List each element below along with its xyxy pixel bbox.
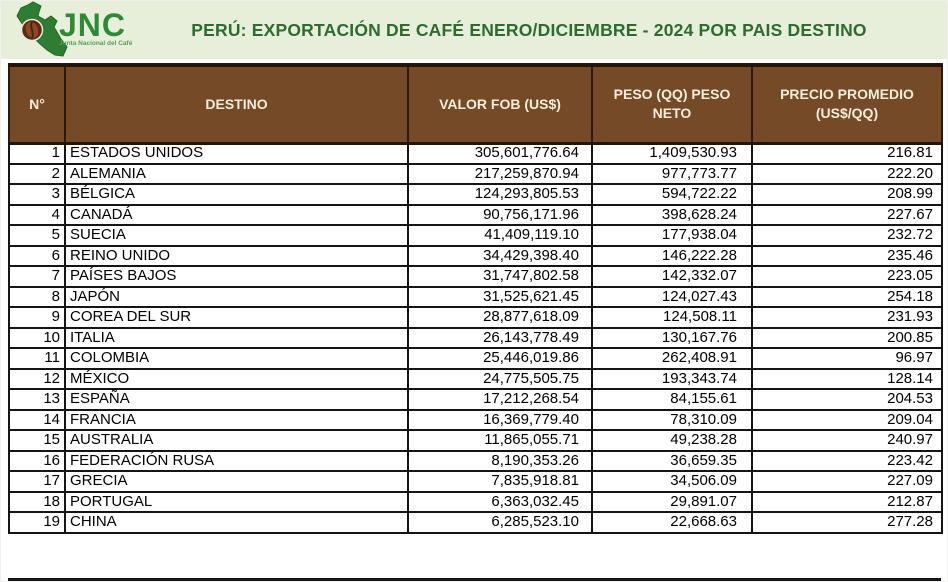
cell-peso-neto: 36,659.35 — [592, 451, 752, 472]
cell-destino: FRANCIA — [65, 410, 408, 431]
table-row — [9, 143, 942, 164]
cell-numero: 15 — [9, 430, 65, 451]
cell-peso-neto: 78,310.09 — [592, 410, 752, 431]
cell-peso-neto: 262,408.91 — [592, 348, 752, 369]
cell-peso-neto: 84,155.61 — [592, 389, 752, 410]
cell-peso-neto: 124,027.43 — [592, 287, 752, 308]
cell-numero: 17 — [9, 471, 65, 492]
cell-valor-fob: 217,259,870.94 — [408, 164, 592, 185]
cell-destino: CHINA — [65, 512, 408, 533]
page-title: PERÚ: EXPORTACIÓN DE CAFÉ ENERO/DICIEMBRE - 2024 POR PAIS DESTINO — [191, 19, 867, 40]
cell-peso-neto: 398,628.24 — [592, 205, 752, 226]
cell-numero: 18 — [9, 492, 65, 513]
cell-destino: PORTUGAL — [65, 492, 408, 513]
cell-peso-neto: 977,773.77 — [592, 164, 752, 185]
cell-numero: 11 — [9, 348, 65, 369]
cell-destino: PAÍSES BAJOS — [65, 266, 408, 287]
cell-precio-promedio: 254.18 — [752, 287, 942, 308]
table-row — [9, 205, 942, 226]
table-body — [9, 143, 942, 533]
cell-numero: 3 — [9, 184, 65, 205]
cell-peso-neto: 142,332.07 — [592, 266, 752, 287]
table-row — [9, 328, 942, 349]
cell-valor-fob: 7,835,918.81 — [408, 471, 592, 492]
export-table — [8, 63, 943, 534]
cell-precio-promedio: 96.97 — [752, 348, 942, 369]
header-precio-promedio: PRECIO PROMEDIO (US$/QQ) — [752, 65, 942, 143]
cell-precio-promedio: 204.53 — [752, 389, 942, 410]
cell-valor-fob: 26,143,778.49 — [408, 328, 592, 349]
jnc-logo — [1, 0, 171, 61]
cell-valor-fob: 8,190,353.26 — [408, 451, 592, 472]
cell-valor-fob: 6,363,032.45 — [408, 492, 592, 513]
table-row — [9, 307, 942, 328]
cell-peso-neto: 1,409,530.93 — [592, 143, 752, 164]
cell-destino: SUECIA — [65, 225, 408, 246]
cell-peso-neto: 34,506.09 — [592, 471, 752, 492]
table-row — [9, 389, 942, 410]
cell-precio-promedio: 212.87 — [752, 492, 942, 513]
cell-destino: JAPÓN — [65, 287, 408, 308]
cell-numero: 19 — [9, 512, 65, 533]
cell-numero: 5 — [9, 225, 65, 246]
cell-valor-fob: 17,212,268.54 — [408, 389, 592, 410]
cell-valor-fob: 31,525,621.45 — [408, 287, 592, 308]
cell-destino: AUSTRALIA — [65, 430, 408, 451]
cell-numero: 12 — [9, 369, 65, 390]
cell-destino: GRECIA — [65, 471, 408, 492]
cell-valor-fob: 34,429,398.40 — [408, 246, 592, 267]
cell-peso-neto: 146,222.28 — [592, 246, 752, 267]
cell-destino: REINO UNIDO — [65, 246, 408, 267]
cell-valor-fob: 28,877,618.09 — [408, 307, 592, 328]
table-row — [9, 164, 942, 185]
cell-destino: FEDERACIÓN RUSA — [65, 451, 408, 472]
table-row — [9, 348, 942, 369]
cell-destino: BÉLGICA — [65, 184, 408, 205]
logo-acronym: JNC — [59, 6, 127, 43]
cell-precio-promedio: 208.99 — [752, 184, 942, 205]
cell-destino: ALEMANIA — [65, 164, 408, 185]
cell-precio-promedio: 200.85 — [752, 328, 942, 349]
cell-precio-promedio: 231.93 — [752, 307, 942, 328]
cell-precio-promedio: 227.67 — [752, 205, 942, 226]
logo-mark — [11, 1, 132, 59]
cell-numero: 14 — [9, 410, 65, 431]
table-row — [9, 287, 942, 308]
table-row — [9, 430, 942, 451]
cell-precio-promedio: 223.42 — [752, 451, 942, 472]
header-destino: DESTINO — [65, 65, 408, 143]
table-row — [9, 451, 942, 472]
cell-valor-fob: 6,285,523.10 — [408, 512, 592, 533]
cell-precio-promedio: 277.28 — [752, 512, 942, 533]
cell-destino: MÉXICO — [65, 369, 408, 390]
cell-numero: 9 — [9, 307, 65, 328]
table-header — [9, 65, 942, 143]
cell-numero: 6 — [9, 246, 65, 267]
cell-peso-neto: 124,508.11 — [592, 307, 752, 328]
cell-valor-fob: 11,865,055.71 — [408, 430, 592, 451]
cell-valor-fob: 24,775,505.75 — [408, 369, 592, 390]
cell-destino: ESPAÑA — [65, 389, 408, 410]
table-row — [9, 369, 942, 390]
cell-valor-fob: 16,369,779.40 — [408, 410, 592, 431]
next-row-cutoff-border — [8, 578, 941, 581]
cell-numero: 7 — [9, 266, 65, 287]
table-row — [9, 492, 942, 513]
cell-numero: 2 — [9, 164, 65, 185]
logo-text — [59, 6, 133, 48]
cell-precio-promedio: 128.14 — [752, 369, 942, 390]
table-row — [9, 184, 942, 205]
cell-numero: 16 — [9, 451, 65, 472]
cell-valor-fob: 124,293,805.53 — [408, 184, 592, 205]
cell-valor-fob: 25,446,019.86 — [408, 348, 592, 369]
cell-precio-promedio: 223.05 — [752, 266, 942, 287]
cell-precio-promedio: 240.97 — [752, 430, 942, 451]
cell-numero: 10 — [9, 328, 65, 349]
table-container — [1, 62, 947, 534]
cell-valor-fob: 41,409,119.10 — [408, 225, 592, 246]
cell-destino: ITALIA — [65, 328, 408, 349]
title-band — [1, 1, 947, 62]
cell-destino: COREA DEL SUR — [65, 307, 408, 328]
table-row — [9, 266, 942, 287]
cell-peso-neto: 130,167.76 — [592, 328, 752, 349]
cell-peso-neto: 29,891.07 — [592, 492, 752, 513]
header-valor-fob: VALOR FOB (US$) — [408, 65, 592, 143]
logo-subtitle: Junta Nacional del Café — [59, 40, 133, 48]
table-row — [9, 225, 942, 246]
cell-valor-fob: 31,747,802.58 — [408, 266, 592, 287]
cell-peso-neto: 49,238.28 — [592, 430, 752, 451]
cell-valor-fob: 90,756,171.96 — [408, 205, 592, 226]
cell-numero: 1 — [9, 143, 65, 164]
cell-peso-neto: 594,722.22 — [592, 184, 752, 205]
cell-peso-neto: 22,668.63 — [592, 512, 752, 533]
table-row — [9, 246, 942, 267]
cell-peso-neto: 177,938.04 — [592, 225, 752, 246]
cell-precio-promedio: 235.46 — [752, 246, 942, 267]
cell-precio-promedio: 222.20 — [752, 164, 942, 185]
table-row — [9, 512, 942, 533]
cell-numero: 8 — [9, 287, 65, 308]
cell-numero: 4 — [9, 205, 65, 226]
table-row — [9, 410, 942, 431]
cell-destino: COLOMBIA — [65, 348, 408, 369]
cell-destino: ESTADOS UNIDOS — [65, 143, 408, 164]
cell-precio-promedio: 216.81 — [752, 143, 942, 164]
table-row — [9, 471, 942, 492]
header-numero: N° — [9, 65, 65, 143]
cell-valor-fob: 305,601,776.64 — [408, 143, 592, 164]
cell-numero: 13 — [9, 389, 65, 410]
cell-precio-promedio: 227.09 — [752, 471, 942, 492]
cell-precio-promedio: 232.72 — [752, 225, 942, 246]
cell-precio-promedio: 209.04 — [752, 410, 942, 431]
cell-destino: CANADÁ — [65, 205, 408, 226]
header-peso-neto: PESO (QQ) PESO NETO — [592, 65, 752, 143]
cell-peso-neto: 193,343.74 — [592, 369, 752, 390]
